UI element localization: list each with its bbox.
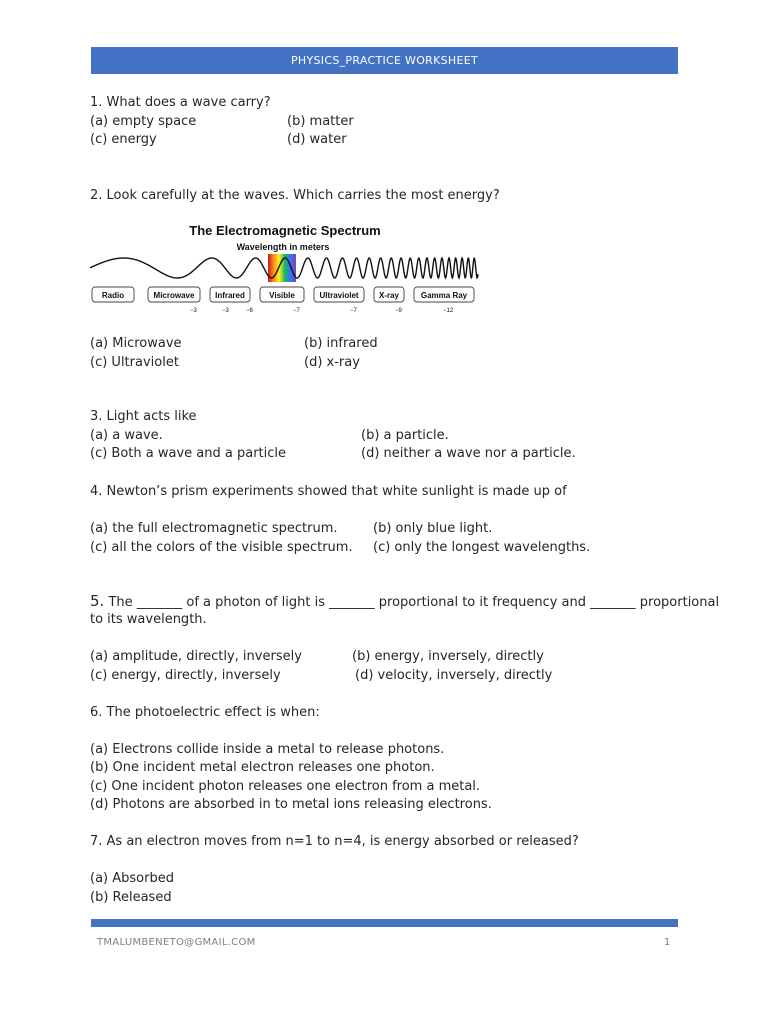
svg-text:−12: −12 <box>443 308 454 314</box>
q3-question: 3. Light acts like <box>90 409 197 424</box>
q1-option-a: (a) empty space <box>90 114 197 129</box>
q1-question: 1. What does a wave carry? <box>90 95 271 110</box>
q2-option-d: (d) x-ray <box>304 355 360 370</box>
q5-option-d: (d) velocity, inversely, directly <box>355 668 553 683</box>
q3-option-a: (a) a wave. <box>90 428 163 443</box>
q7-option-b: (b) Released <box>90 890 172 905</box>
q4-option-b: (b) only blue light. <box>373 521 493 536</box>
q1-option-c: (c) energy <box>90 132 157 147</box>
band-label-infrared: Infrared <box>215 291 245 300</box>
svg-text:−6: −6 <box>246 308 253 314</box>
q6-option-a: (a) Electrons collide inside a metal to release photons. <box>90 742 445 757</box>
svg-text:−9: −9 <box>395 308 402 314</box>
page-number: 1 <box>664 937 671 948</box>
spectrum-subtitle: Wavelength in meters <box>236 242 330 252</box>
q5-question-line1 <box>90 593 719 611</box>
q5-question-line2: to its wavelength. <box>90 612 207 627</box>
q7-option-a: (a) Absorbed <box>90 871 174 886</box>
band-label-microwave: Microwave <box>153 291 195 300</box>
svg-text:−7: −7 <box>350 308 357 314</box>
svg-text:−3: −3 <box>222 308 229 314</box>
band-labels <box>92 287 474 302</box>
q2-option-b-letter: (b <box>304 336 318 351</box>
q1-option-d: (d) water <box>287 132 347 147</box>
q6-option-b: (b) One incident metal electron releases one photon. <box>90 760 435 775</box>
footer-email: TMALUMBENETO@GMAIL.COM <box>97 937 256 948</box>
q2-question: 2. Look carefully at the waves. Which carries the most energy? <box>90 188 500 203</box>
q5-number: 5. <box>90 592 105 610</box>
q3-option-d: (d) neither a wave nor a particle. <box>361 446 576 461</box>
q6-option-d: (d) Photons are absorbed in to metal ions releasing electrons. <box>90 797 492 812</box>
q2-option-b-text: ) infrared <box>317 336 378 351</box>
band-label-ultraviolet: Ultraviolet <box>319 291 359 300</box>
band-label-gamma-ray: Gamma Ray <box>420 291 468 300</box>
q4-option-d: (c) only the longest wavelengths. <box>373 540 591 555</box>
q7-question: 7. As an electron moves from n=1 to n=4, is energy absorbed or released? <box>90 834 579 849</box>
q3-option-c: (c) Both a wave and a particle <box>90 446 287 461</box>
q2-option-c: (c) Ultraviolet <box>90 355 179 370</box>
q5-option-c: (c) energy, directly, inversely <box>90 668 281 683</box>
q5-question-text: The _______ of a photon of light is _______ proportional to it frequency and _______ proportional <box>104 595 720 610</box>
worksheet-title-bar <box>91 47 678 74</box>
q5-option-a: (a) amplitude, directly, inversely <box>90 649 302 664</box>
q2-option-b <box>304 335 378 352</box>
svg-text:−3: −3 <box>190 308 197 314</box>
q4-option-a: (a) the full electromagnetic spectrum. <box>90 521 338 536</box>
q4-question: 4. Newton’s prism experiments showed that white sunlight is made up of <box>90 484 567 499</box>
worksheet-title: PHYSICS_PRACTICE WORKSHEET <box>290 54 478 67</box>
spectrum-title: The Electromagnetic Spectrum <box>189 223 381 238</box>
q1-option-b: (b) matter <box>287 114 354 129</box>
footer-bar <box>91 919 678 927</box>
em-spectrum-figure <box>90 218 480 314</box>
svg-text:−7: −7 <box>293 308 300 314</box>
q2-option-a: (a) Microwave <box>90 336 182 351</box>
band-label-x-ray: X-ray <box>378 291 400 300</box>
q6-question: 6. The photoelectric effect is when: <box>90 705 320 720</box>
q4-option-c: (c) all the colors of the visible spectrum. <box>90 540 353 555</box>
band-label-radio: Radio <box>101 291 125 300</box>
wavelength-tick-marks <box>190 308 454 314</box>
band-label-visible: Visible <box>269 291 295 300</box>
q5-option-b: (b) energy, inversely, directly <box>352 649 544 664</box>
q3-option-b: (b) a particle. <box>361 428 449 443</box>
q6-option-c: (c) One incident photon releases one electron from a metal. <box>90 779 481 794</box>
